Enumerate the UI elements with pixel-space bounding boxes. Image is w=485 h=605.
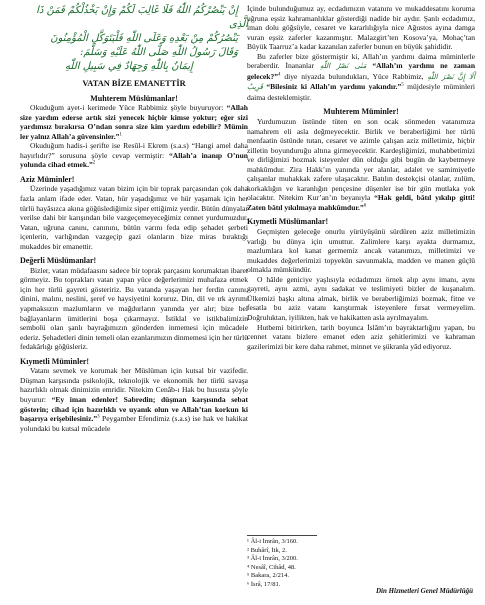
- arabic-verse-line: إِنْ يَنْصُرْكُمُ اللّٰهُ فَلَا غَالِبَ لَكُمْ وَإِنْ يَخْذُلْكُمْ فَمَنْ ذَا الَّذِى: [36, 5, 248, 30]
- arabic-verse-block: [20, 4, 248, 74]
- section-heading: Muhterem Müslümanlar!: [90, 93, 178, 103]
- section-heading: Değerli Müslümanlar!: [20, 256, 97, 266]
- paragraph: Geçmişten geleceğe onurlu yürüyüşünü sürdüren aziz milletimizin varlığı bu dünya için umuttur. Zalimlere karşı ayakta durmamız, mazlumlara kol kanat germemiz ancak vatanımızı, milletimizi ve mukaddes değerlerimizi topyekûn savunmakla, madden ve manen güçlü olmakla mümkündür.: [247, 227, 475, 275]
- footnote-ref: 5: [401, 82, 404, 88]
- section-heading: Aziz Müminler!: [20, 174, 75, 184]
- footnote: ⁶ İsrâ, 17/81.: [247, 580, 281, 588]
- footnote: ⁴ Nesâî, Cihâd, 48.: [247, 563, 296, 571]
- paragraph: Okuduğum hadis-i şerifte ise Resûl-i Ekrem (s.a.s) “Hangi amel daha hayırlıdır?” sorusuna şöyle cevap vermiştir: “Allah’a inanıp O’nun yolunda cihad etmek.”$^2$: [20, 141, 249, 170]
- paragraph: Hutbemi bitirirken, tarih boyunca İslâm’ın bayraktarlığını yapan, bu cennet vatanı bizlere emanet eden aziz şehitlerimizi ve kahraman gazilerimizi bir kere daha rahmet, minnet ve şükranla yâd ediyoruz.: [247, 322, 475, 351]
- footnote: ⁵ Bakara, 2/214.: [247, 572, 289, 580]
- paragraph: Okuduğum ayet-i kerimede Yüce Rabbimiz şöyle buyuruyor: “Allah size yardım ederse artık sizi yenecek hiçbir kimse yoktur; eğer sizi yardımsız bırakırsa O’ndan sonra size kim yardım edebilir? Mümin ler yalnız Allah’a güvensinler.”$^1$: [20, 103, 248, 141]
- footnotes: [247, 535, 475, 590]
- paragraph: O hâlde geniciye yaşlısıyla ecdadımızı örnek alıp aynı imanı, aynı gayreti, aynı azmi, aynı sadakat ve teslimiyeti bizler de kuşanalım. Ülkemizi başkı altına almak, birlik ve beraberliğimizi bozmak, fitne ve fesatla bu aziz vatanı karıştırmak isteyenlere fırsat vermeyelim. Doğruluktan, iyilikten, hak ve hakikatten asla ayrılmayalım.: [247, 274, 475, 322]
- section-heading: Kıymetli Müslümanlar!: [247, 217, 329, 227]
- footnote: ¹ Âl-i İmrân, 3/160.: [247, 538, 298, 545]
- right-column: [247, 4, 475, 351]
- footnote-ref: 4: [278, 72, 281, 78]
- section-heading: Muhterem Müminler!: [323, 107, 399, 117]
- paragraph: Vatanı sevmek ve korumak her Müslüman için kutsal bir vazifedir. Düşman karşısında psikolojik, teknolojik ve ekonomik her türlü savaşa hazırlıklı olmak dinimizin emridir. Nitekim Cenâb-ı Hak bu hususta şöyle buyurur: “Ey iman edenler! Sabredin; düşman karşısında sebat gösterin; cihad için hazırlıklı ve uyanık olun ve Allah’tan korkun ki başarıya erişebilesiniz.”$^3$ Peygamber Efendimiz (s.a.s) ise hak ve hakikat yolundaki bu kutsal mücadele: [20, 366, 248, 433]
- footnote: ² Buhârî, İtk, 2.: [247, 546, 287, 554]
- paragraph: Yurdumuzun üstünde tüten en son ocak sönmeden vatanımıza namahrem eli asla değmeyecektir. Birlik ve beraberliğimi her türlü menfaatin üstünde tutan, cesaret ve azimle çalışan aziz milletimiz, hiçbir zilletin boyunduruğu altına girmeyecektir. Kardeşliğimizi, muhabbetimizi ve dirliğimizi bozmak isteyenler dün olduğu gibi bugün de kaybetmeye mahkûmdur. Zira Hakk’ın yanında yer alanlar, adalet ve samimiyetle çalışanlar muhakkak zafere ulaşacaktır. Batılın destekçisi olanlar, zulüm, korkaklığın ve karanlığın pençesine düşenler ise bir gün mutlaka yok olacaktır. Nitekim Kur’an’ın beyanıyla “Hak geldi, bâtıl yıkılıp gitti! Zaten bâtıl yıkılmaya mahkûmdur.”$^6$: [247, 117, 475, 212]
- section-heading: Kıymetli Müminler!: [20, 356, 90, 366]
- paragraph: İçinde bulunduğumuz ay, ecdadımızın vatanını ve mukaddesatını koruma uğruna eşsiz kahramanlıklar gösterdiği nadide bir aydır. Şanlı ecdadımız, iman dolu göğsüyle, cesaret ve kararlılığıyla nice Ağustos ayına damga vuran eşsiz zaferler kazanmıştır. Malazgirt’ten Kosova’ya, Mohaç’tan Büyük Taarruz’a kadar kazanılan zaferler bunun en büyük şahididir.: [247, 4, 475, 52]
- footnote: ³ Âl-i İmrân, 3/200.: [247, 555, 298, 563]
- paragraph: Bu zaferler bize göstermiştir ki, Allah’ın yardımı daima müminlerle beraberdir. İnananlar مَتٰى نَصْرُ اللّٰهِ “Allah’ın yardımı ne zaman gelecek?”$^4$ diye niyazda bulundukları, Yüce Rabbimiz, أَلَا إِنَّ نَصْرَ اللّٰهِ قَرِيبٌ “Bilesiniz ki Allah’ın yardımı yakındır.”$^5$ müjdesiyle müminleri daima desteklemiştir.: [247, 51, 476, 102]
- footer-publisher: Din Hizmetleri Genel Müdürlüğü: [375, 587, 473, 595]
- footnote-divider: [247, 535, 317, 536]
- footnote-ref: 1: [119, 132, 122, 138]
- arabic-hadith-intro: وَقَالَ رَسُولُ اللّٰهِ صَلَّى اللّٰهُ عَلَيْهِ وَسَلَّمَ:: [80, 47, 238, 58]
- inline-arabic: مَتٰى نَصْرُ اللّٰهِ: [319, 62, 367, 71]
- footnote-ref: 2: [92, 160, 96, 166]
- footnote-ref: 6: [363, 203, 367, 209]
- paragraph: Üzerinde yaşadığımız vatan bizim için bir toprak parçasından çok daha fazla anlam ifade eder. Vatan, hür yaşadığımız ve hür yaşamak için her türlü hayâsızca akına göğüslediğimiz siper ettiğimiz yerdir. Bütün dünyalar verilse dahi bir karışından bile vazgeçemeyeceğimiz cennet yurdumuzdur. Vatan, uğruna canını, canınını, bütün varını feda edip şehadet şerbeti içenlerin, varlığından vazgeçip gazi olanların bize miras bıraktığı mukaddes bir emanettir.: [20, 184, 248, 251]
- left-column: [20, 4, 248, 433]
- inline-arabic: أَلَا إِنَّ نَصْرَ اللّٰهِ قَرِيبٌ: [247, 72, 476, 92]
- arabic-hadith: إِيمَانٌ بِاللّٰهِ وَجِهَادٌ فِي سَبِيلِ اللّٰهِ: [65, 61, 193, 72]
- footnote-ref: 3: [97, 414, 100, 420]
- sermon-title: VATAN BİZE EMANETTİR: [82, 79, 186, 88]
- arabic-verse-line: يَنْصُرُكُمْ مِنْ بَعْدِهِ وَعَلَى اللّٰهِ فَلْيَتَوَكَّلِ الْمُؤْمِنُونَ: [50, 33, 238, 44]
- paragraph: Bizler, vatan müdafaasını sadece bir toprak parçasını korumaktan ibaret görmeyiz. Bu toprakları vatan yapan yüce değerlerimizi muhafaza etmek için her türlü gayreti gösteririz. Bu vatanda yaşayan her ferdin canını, dinini, malını, neslini, şeref ve haysiyetini koruruz. Din, dil ve ırk ayrımı yapmaksızın mazlumların ve mağdurların yanında yer alır; bize bel bağlayanların ümitlerini boşa çıkarmayız. İstiklal ve istikbalimizin sembolü olan şanlı bayrağımızın gönderden inmemesi için mücadele ederiz. Şehadetleri dinin temeli olan ezanlarımızın dinmemesi için her türlü fedakârlığı göğüsleriz.: [20, 265, 249, 352]
